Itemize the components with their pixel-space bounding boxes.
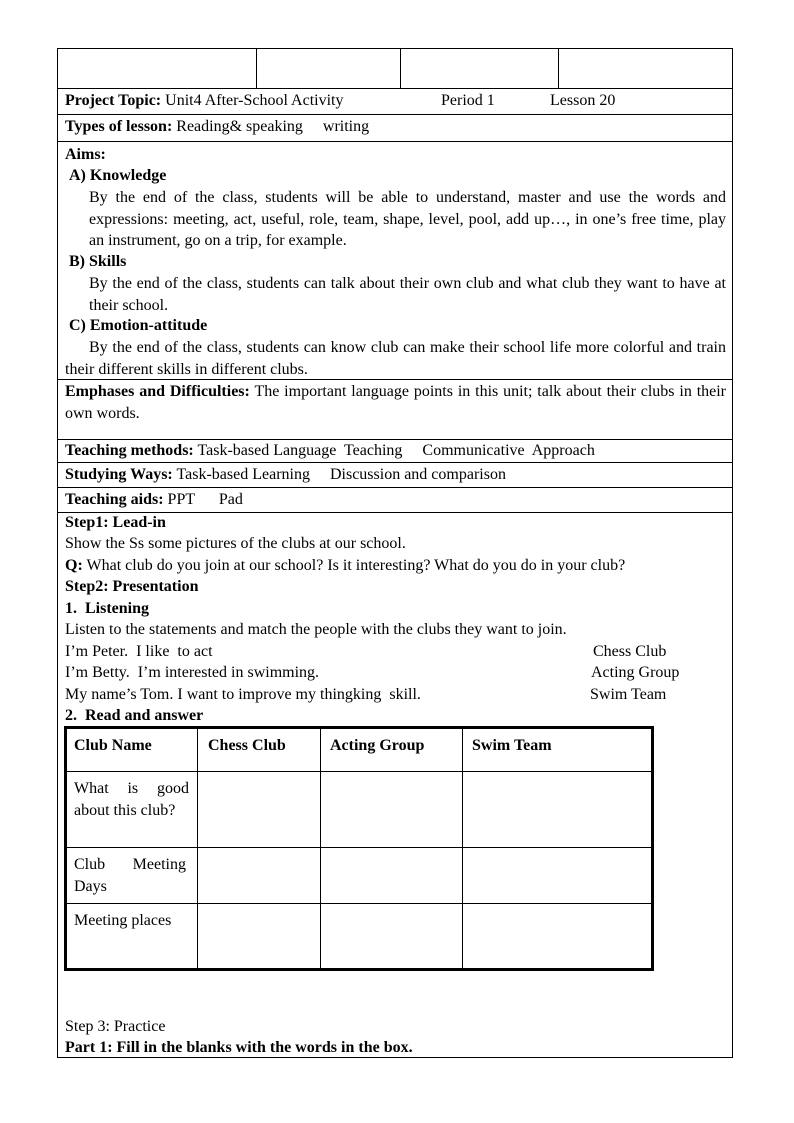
- table-header-cell: Club Name: [74, 737, 152, 754]
- emphases-text: The important language points in this unit; talk about their clubs in their own words.: [65, 383, 727, 422]
- header-divider: [400, 48, 401, 88]
- table-header-cell: Acting Group: [330, 737, 425, 754]
- aids-value: PPT Pad: [167, 491, 243, 508]
- skills-title: B) Skills: [69, 253, 127, 270]
- types-value: Reading& speaking writing: [176, 118, 370, 135]
- table-border-bottom: [64, 968, 654, 971]
- types-label: Types of lesson:: [65, 118, 173, 135]
- topic-label: Project Topic:: [65, 92, 162, 109]
- knowledge-text: By the end of the class, students will be able to understand, master and use the words and expressions: meeting, act, useful, role, team, shape, level, pool, add up…, in one’s free time, play an instrument, go on a trip, for example.: [89, 189, 726, 249]
- listening-instructions: Listen to the statements and match the people with the clubs they want to join.: [65, 621, 567, 638]
- table-row-label: Club Meeting Days: [74, 856, 186, 895]
- question-label: Q:: [65, 557, 83, 574]
- part1-instructions: Part 1: Fill in the blanks with the words in the box.: [65, 1039, 413, 1056]
- teaching-methods-row: [65, 441, 727, 461]
- table-row-divider: [66, 903, 652, 904]
- methods-label: Teaching methods:: [65, 442, 194, 459]
- table-border-top: [64, 726, 654, 729]
- row-divider: [57, 88, 733, 89]
- header-divider: [256, 48, 257, 88]
- step1-title: Step1: Lead-in: [65, 514, 166, 531]
- statement-right: Acting Group: [591, 664, 680, 681]
- step1-line: Show the Ss some pictures of the clubs at our school.: [65, 535, 406, 552]
- skills-text: By the end of the class, students can talk about their own club and what club they want to have at their school.: [89, 275, 726, 314]
- statement-left: I’m Peter. I like to act: [65, 643, 213, 660]
- teaching-aids-row: [65, 490, 727, 510]
- statement-left: I’m Betty. I’m interested in swimming.: [65, 664, 320, 681]
- read-answer-title: 2. Read and answer: [65, 707, 204, 724]
- aids-label: Teaching aids:: [65, 491, 164, 508]
- table-border-right: [651, 726, 654, 971]
- table-col-divider: [197, 728, 198, 969]
- table-header-cell: Chess Club: [208, 737, 286, 754]
- project-topic-row: [65, 91, 727, 111]
- table-row-label: Meeting places: [74, 912, 172, 929]
- ways-label: Studying Ways:: [65, 466, 173, 483]
- row-divider: [57, 141, 733, 142]
- types-of-lesson-row: [65, 117, 727, 137]
- table-row-divider: [66, 847, 652, 848]
- period: Period 1: [441, 92, 495, 109]
- emotion-text: By the end of the class, students can know club can make their school life more colorful and train their different skills in different clubs.: [65, 339, 726, 378]
- table-row-label: What is good about this club?: [74, 780, 189, 819]
- statement-left: My name’s Tom. I want to improve my thingking skill.: [65, 686, 421, 703]
- emphases-row: [65, 381, 726, 424]
- knowledge-title: A) Knowledge: [69, 167, 167, 184]
- step2-title: Step2: Presentation: [65, 578, 199, 595]
- row-divider: [57, 487, 733, 488]
- topic-value: Unit4 After-School Activity: [165, 92, 344, 109]
- table-header-cell: Swim Team: [472, 737, 552, 754]
- header-divider: [558, 48, 559, 88]
- lesson: Lesson 20: [550, 92, 616, 109]
- ways-value: Task-based Learning Discussion and comparison: [176, 466, 506, 483]
- row-divider: [57, 114, 733, 115]
- aims-title: Aims:: [65, 146, 106, 163]
- table-col-divider: [320, 728, 321, 969]
- studying-ways-row: [65, 465, 727, 485]
- row-divider: [57, 439, 733, 440]
- step3-title: Step 3: Practice: [65, 1018, 166, 1035]
- table-row-divider: [66, 771, 652, 772]
- listening-title: 1. Listening: [65, 600, 150, 617]
- question-text: What club do you join at our school? Is it interesting? What do you do in your club?: [86, 557, 626, 574]
- statement-right: Swim Team: [590, 686, 667, 703]
- row-divider: [57, 462, 733, 463]
- statement-right: Chess Club: [593, 643, 667, 660]
- emotion-title: C) Emotion-attitude: [69, 317, 208, 334]
- emphases-label: Emphases and Difficulties:: [65, 383, 250, 400]
- table-col-divider: [462, 728, 463, 969]
- methods-value: Task-based Language Teaching Communicative Approach: [197, 442, 595, 459]
- question-line: [65, 556, 625, 576]
- table-border-left: [64, 726, 67, 971]
